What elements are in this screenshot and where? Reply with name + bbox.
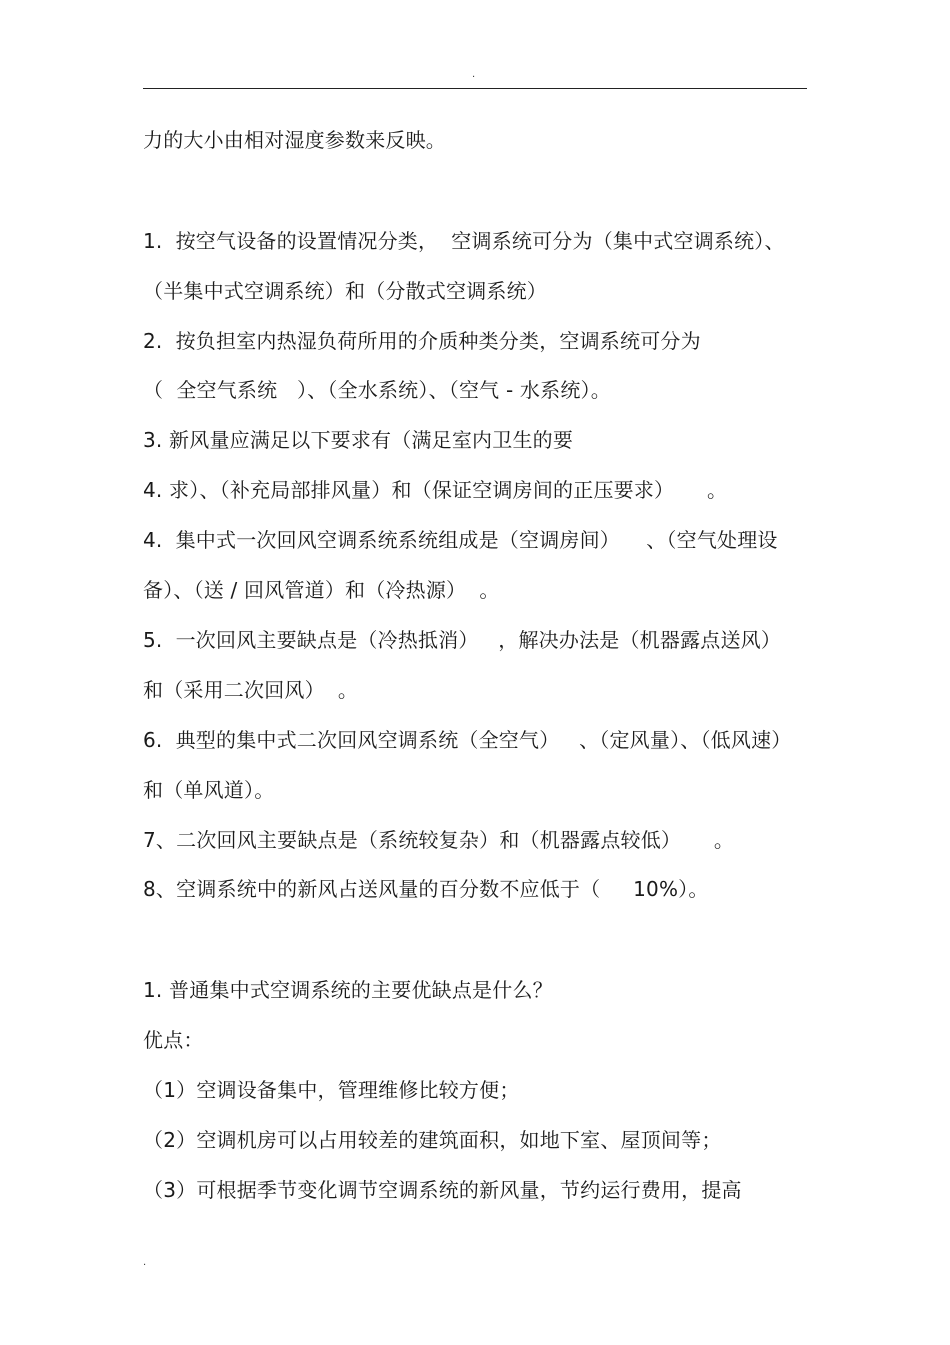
text-line: 1. 按空气设备的设置情况分类， 空调系统可分为（集中式空调系统）、: [143, 229, 785, 253]
text-line: （ 全空气系统 ）、（全水系统）、（空气 - 水系统）。: [143, 378, 611, 402]
text-line: 优点：: [143, 1028, 204, 1052]
text-line: 8、空调系统中的新风占送风量的百分数不应低于（ 10%）。: [143, 877, 709, 901]
text-line: 备）、（送 / 回风管道）和（冷热源） 。: [143, 578, 500, 602]
text-line: 和（单风道）。: [143, 778, 275, 802]
text-line: 力的大小由相对湿度参数来反映。: [143, 128, 446, 152]
text-line: 2. 按负担室内热湿负荷所用的介质种类分类，空调系统可分为: [143, 329, 701, 353]
footer-dot: .: [143, 1257, 147, 1268]
list-item: （3）可根据季节变化调节空调系统的新风量，节约运行费用，提高: [143, 1178, 742, 1202]
question-heading: 1. 普通集中式空调系统的主要优缺点是什么？: [143, 978, 553, 1002]
text-line: 3. 新风量应满足以下要求有（满足室内卫生的要: [143, 428, 574, 452]
header-rule: [143, 88, 807, 89]
text-line: 6. 典型的集中式二次回风空调系统（全空气） 、（定风量）、（低风速）: [143, 728, 792, 752]
text-line: （半集中式空调系统）和（分散式空调系统）: [143, 279, 547, 303]
text-line: 4. 求）、（补充局部排风量）和（保证空调房间的正压要求） 。: [143, 478, 728, 502]
list-item: （1）空调设备集中，管理维修比较方便；: [143, 1078, 520, 1102]
text-line: 7、二次回风主要缺点是（系统较复杂）和（机器露点较低） 。: [143, 828, 735, 852]
text-line: 5. 一次回风主要缺点是（冷热抵消） ，解决办法是（机器露点送风）: [143, 628, 782, 652]
header-dot: .: [472, 69, 476, 80]
list-item: （2）空调机房可以占用较差的建筑面积，如地下室、屋顶间等；: [143, 1128, 722, 1152]
text-line: 4. 集中式一次回风空调系统系统组成是（空调房间） 、（空气处理设: [143, 528, 778, 552]
text-line: 和（采用二次回风） 。: [143, 678, 359, 702]
